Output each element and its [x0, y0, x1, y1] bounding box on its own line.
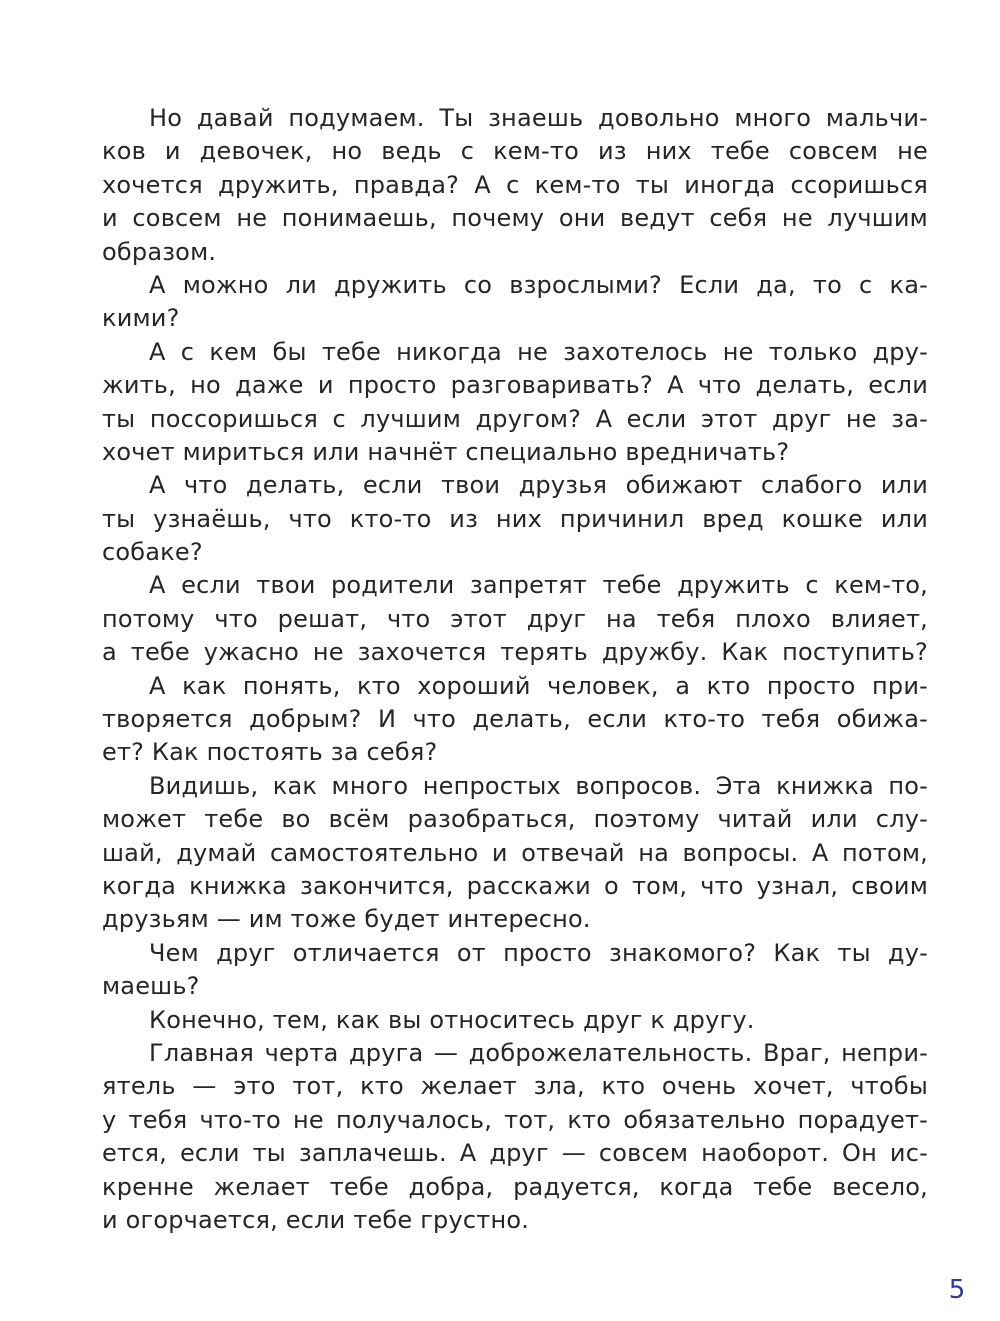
text-line: ется, если ты заплачешь. А друг — совсем наоборот. Он ис- [102, 1139, 928, 1168]
text-line: Чем друг отличается от просто знакомого? Как ты ду- [149, 938, 928, 967]
text-line: друзьям — им тоже будет интересно. [102, 905, 591, 934]
text-line: шай, думай самостоятельно и отвечай на вопросы. А потом, [102, 838, 928, 867]
text-line: ты поссоришься с лучшим другом? А если этот друг не за- [102, 404, 928, 433]
text-line: А если твои родители запретят тебе дружить с кем-то, [149, 571, 928, 600]
text-line: ятель — это тот, кто желает зла, кто очень хочет, чтобы [102, 1072, 928, 1101]
text-line: маешь? [102, 972, 200, 1001]
text-line: А можно ли дружить со взрослыми? Если да, то с ка- [149, 270, 928, 299]
paragraph [102, 269, 928, 336]
paragraph [102, 937, 928, 1004]
text-line: и огорчается, если тебе грустно. [102, 1205, 530, 1234]
text-line: ет? Как постоять за себя? [102, 738, 438, 767]
text-line: А что делать, если твои друзья обижают слабого или [149, 471, 928, 500]
paragraph [102, 1004, 928, 1037]
text-line: хочется дружить, правда? А с кем-то ты иногда ссоришься [102, 170, 928, 199]
text-line: ков и девочек, но ведь с кем-то из них тебе совсем не [102, 137, 928, 166]
paragraph [102, 1037, 928, 1237]
text-line: А как понять, кто хороший человек, а кто просто при- [149, 671, 928, 700]
paragraph [102, 670, 928, 770]
text-line: хочет мириться или начнёт специально вредничать? [102, 437, 790, 466]
page-number: 5 [948, 1275, 966, 1305]
text-line: творяется добрым? И что делать, если кто-то тебя обижа- [102, 705, 928, 734]
text-line: и совсем не понимаешь, почему они ведут себя не лучшим [102, 204, 928, 233]
text-line: может тебе во всём разобраться, поэтому читай или слу- [102, 805, 928, 834]
text-line: кими? [102, 304, 180, 333]
text-line: Но давай подумаем. Ты знаешь довольно много мальчи- [149, 104, 928, 132]
text-line: а тебе ужасно не захочется терять дружбу. Как поступить? [102, 638, 928, 667]
text-line: потому что решат, что этот друг на тебя плохо влияет, [102, 604, 928, 633]
text-line: собаке? [102, 538, 203, 567]
body-text [102, 102, 928, 1237]
text-line: ты узнаёшь, что кто-то из них причинил вред кошке или [102, 504, 928, 533]
text-line: кренне желает тебе добра, радуется, когда тебе весело, [102, 1172, 928, 1201]
text-line: когда книжка закончится, расскажи о том, что узнал, своим [102, 871, 928, 900]
paragraph [102, 770, 928, 937]
text-line: А с кем бы тебе никогда не захотелось не только дру- [149, 337, 928, 366]
paragraph [102, 469, 928, 569]
paragraph [102, 336, 928, 470]
paragraph [102, 102, 928, 269]
text-line: Главная черта друга — доброжелательность. Враг, непри- [149, 1038, 928, 1067]
text-line: Конечно, тем, как вы относитесь друг к другу. [149, 1005, 755, 1034]
text-line: образом. [102, 237, 217, 266]
text-line: жить, но даже и просто разговаривать? А что делать, если [102, 371, 928, 400]
text-line: Видишь, как много непростых вопросов. Эта книжка по- [149, 771, 928, 800]
text-line: у тебя что-то не получалось, тот, кто обязательно порадует- [102, 1105, 928, 1134]
paragraph [102, 569, 928, 669]
